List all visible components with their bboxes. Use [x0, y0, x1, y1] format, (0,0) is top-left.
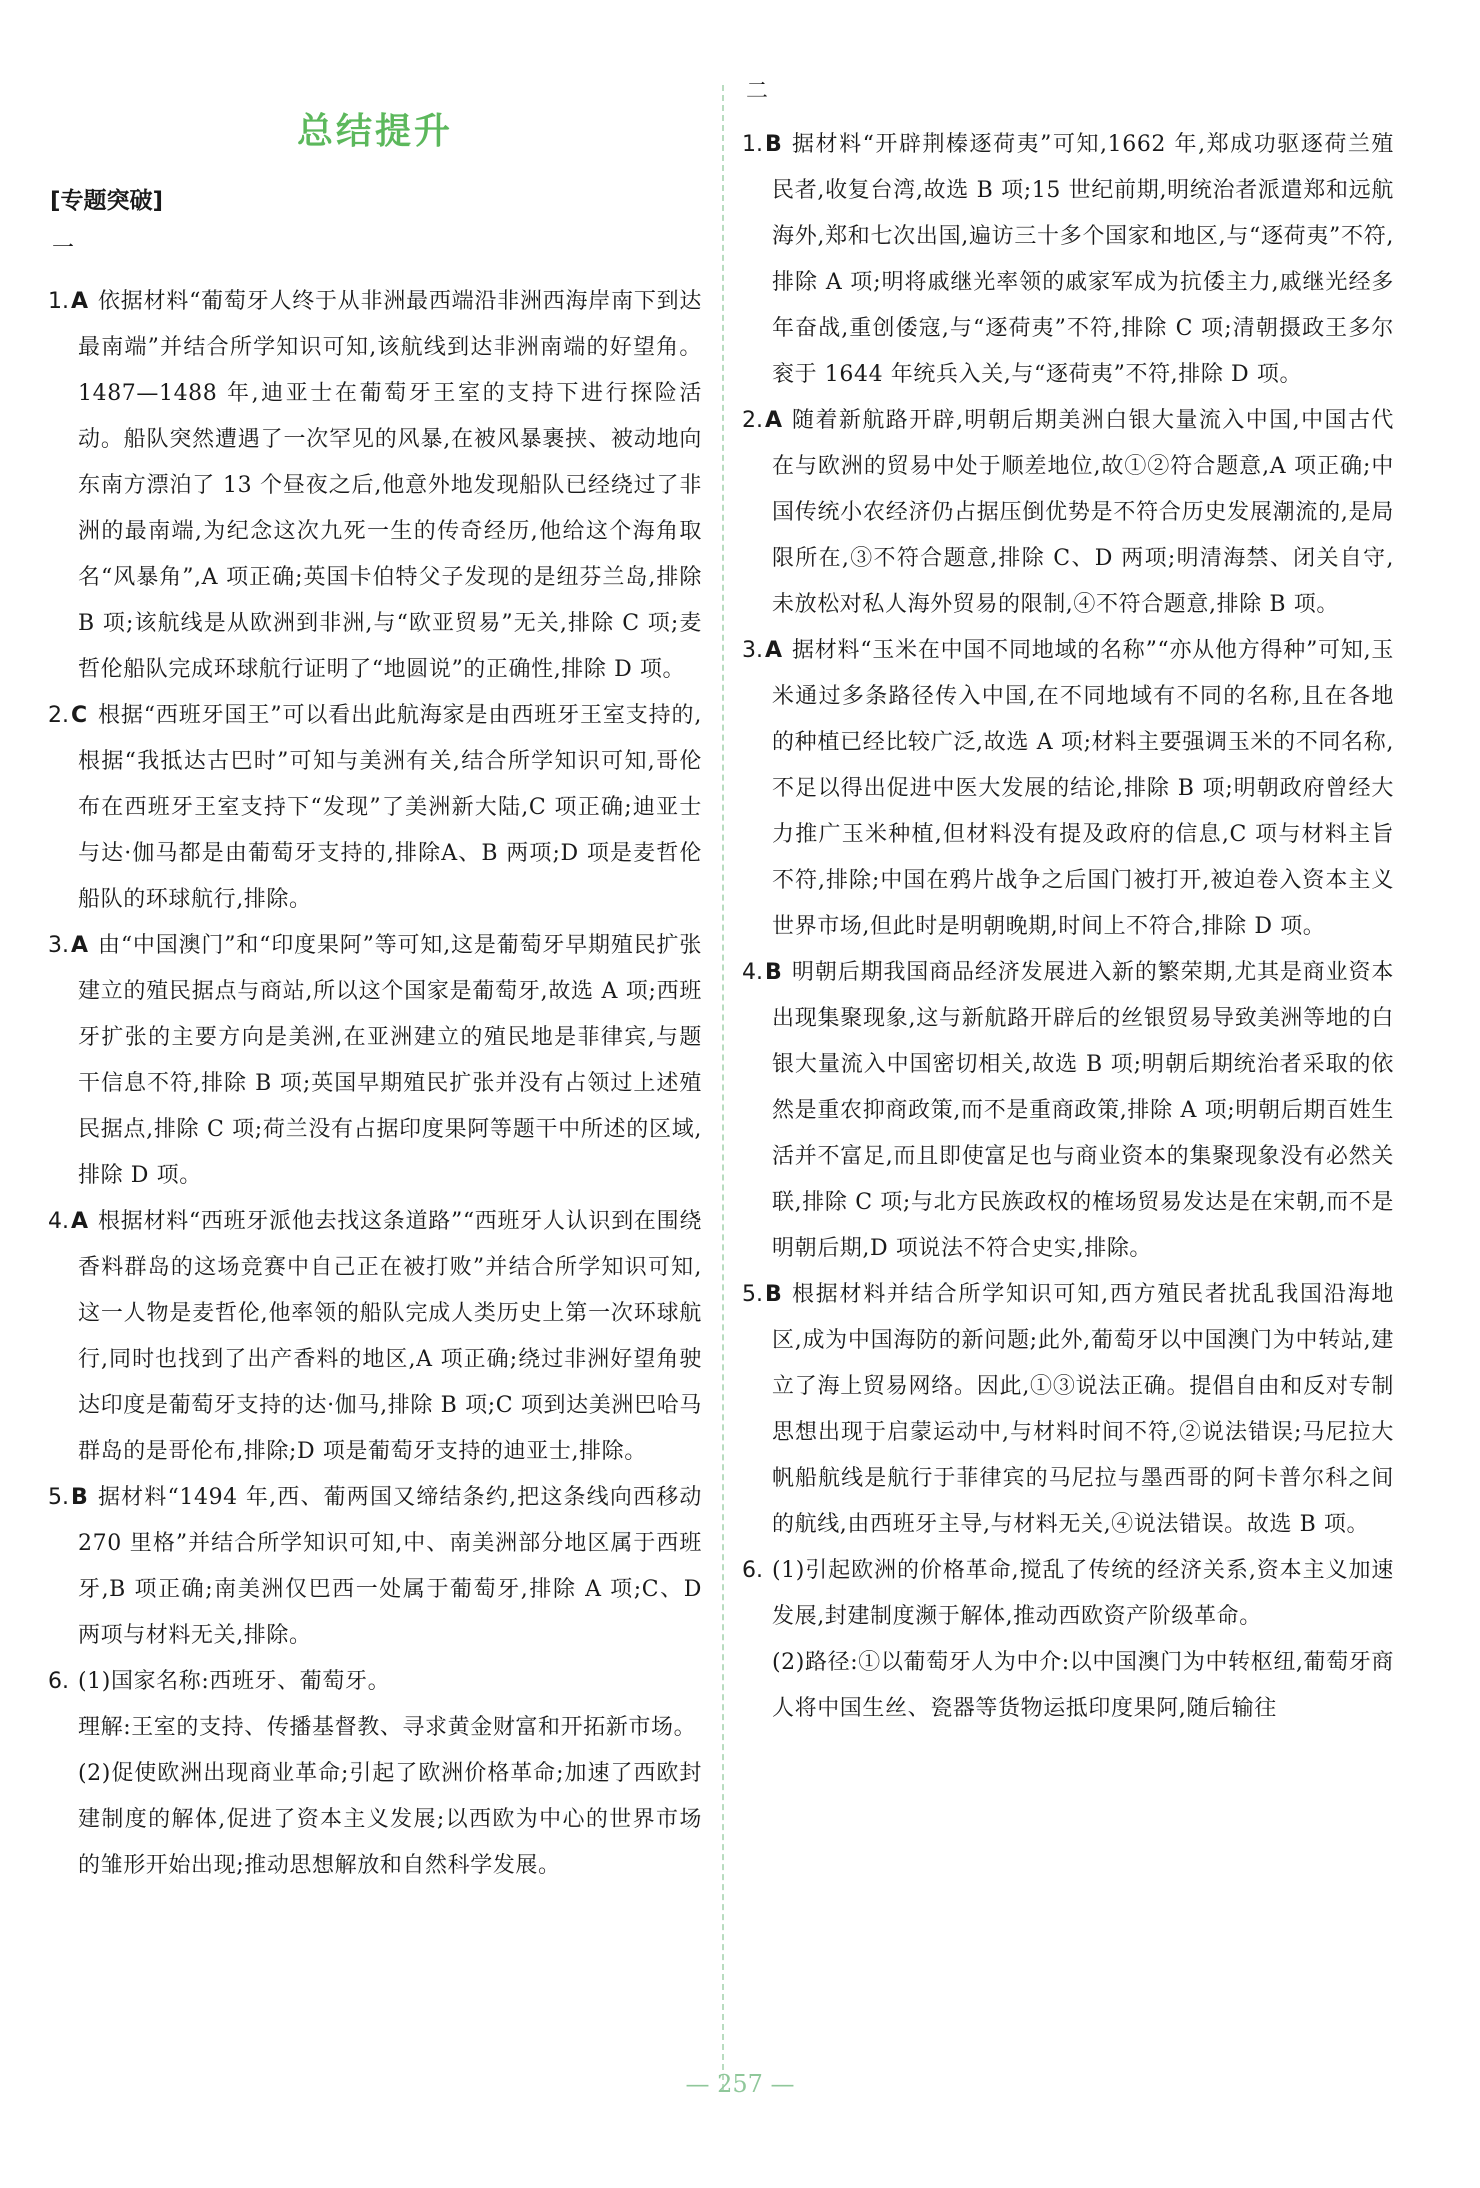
item-part-1: (1)国家名称:西班牙、葡萄牙。	[78, 1669, 391, 1694]
item-explanation: 据材料“1494 年,西、葡两国又缔结条约,把这条线向西移动 270 里格”并结合所学知识可知,中、南美洲部分地区属于西班牙,B 项正确;南美洲仅巴西一处属于葡萄牙,排除 A 项;C、D 两项与材料无关,排除。	[78, 1485, 702, 1648]
answer-item	[48, 279, 702, 693]
item-explanation: 据材料“玉米在中国不同地域的名称”“亦从他方得种”可知,玉米通过多条路径传入中国,在不同地域有不同的名称,且在各地的种植已经比较广泛,故选 A 项;材料主要强调玉米的不同名称,不足以得出促进中医大发展的结论,排除 B 项;明朝政府曾经大力推广玉米种植,但材料没有提及政府的信息,C 项与材料主旨不符,排除;中国在鸦片战争之后国门被打开,被迫卷入资本主义世界市场,但此时是明朝晚期,时间上不符合,排除 D 项。	[772, 638, 1394, 939]
item-number: 6.	[48, 1669, 69, 1694]
item-number: 2.A	[742, 408, 783, 433]
section-tag: [专题突破]	[50, 188, 164, 214]
answer-item	[48, 923, 702, 1199]
part-label-two: 二	[746, 79, 769, 104]
item-number: 5.B	[48, 1485, 88, 1510]
left-column	[48, 80, 702, 1889]
item-part-1: (1)引起欧洲的价格革命,搅乱了传统的经济关系,资本主义加速发展,封建制度濒于解体,推动西欧资产阶级革命。	[772, 1558, 1394, 1629]
answer-item	[742, 398, 1394, 628]
item-number: 4.A	[48, 1209, 89, 1234]
item-number: 3.A	[48, 933, 89, 958]
answer-item-six	[48, 1659, 702, 1889]
item-number: 5.B	[742, 1282, 782, 1307]
page-title: 总结提升	[296, 111, 453, 152]
item-explanation: 根据材料并结合所学知识可知,西方殖民者扰乱我国沿海地区,成为中国海防的新问题;此外,葡萄牙以中国澳门为中转站,建立了海上贸易网络。因此,①③说法正确。提倡自由和反对专制思想出现于启蒙运动中,与材料时间不符,②说法错误;马尼拉大帆船航线是航行于菲律宾的马尼拉与墨西哥的阿卡普尔科之间的航线,由西班牙主导,与材料无关,④说法错误。故选 B 项。	[772, 1282, 1394, 1537]
item-part-2: (2)路径:①以葡萄牙人为中介:以中国澳门为中转枢纽,葡萄牙商人将中国生丝、瓷器等货物运抵印度果阿,随后输往	[772, 1650, 1394, 1721]
item-number: 4.B	[742, 960, 782, 985]
answer-item	[48, 693, 702, 923]
answer-item	[742, 628, 1394, 950]
item-number: 3.A	[742, 638, 783, 663]
item-explanation: 据材料“开辟荆榛逐荷夷”可知,1662 年,郑成功驱逐荷兰殖民者,收复台湾,故选 B 项;15 世纪前期,明统治者派遣郑和远航海外,郑和七次出国,遍访三十多个国家和地区,与“逐荷夷”不符,排除 A 项;明将戚继光率领的戚家军成为抗倭主力,戚继光经多年奋战,重创倭寇,与“逐荷夷”不符,排除 C 项;清朝摄政王多尔衮于 1644 年统兵入关,与“逐荷夷”不符,排除 D 项。	[772, 132, 1394, 387]
item-number: 2.C	[48, 703, 88, 728]
page-number: — 257 —	[685, 2070, 795, 2098]
answer-item	[742, 950, 1394, 1272]
item-explanation: 根据材料“西班牙派他去找这条道路”“西班牙人认识到在围绕香料群岛的这场竞赛中自己正在被打败”并结合所学知识可知,这一人物是麦哲伦,他率领的船队完成人类历史上第一次环球航行,同时也找到了出产香料的地区,A 项正确;绕过非洲好望角驶达印度是葡萄牙支持的达·伽马,排除 B 项;C 项到达美洲巴哈马群岛的是哥伦布,排除;D 项是葡萄牙支持的迪亚士,排除。	[78, 1209, 702, 1464]
answer-item	[742, 122, 1394, 398]
answer-item	[48, 1475, 702, 1659]
right-column	[742, 80, 1394, 1732]
column-divider	[722, 85, 724, 2090]
item-explanation: 依据材料“葡萄牙人终于从非洲最西端沿非洲西海岸南下到达最南端”并结合所学知识可知,该航线到达非洲南端的好望角。1487—1488 年,迪亚士在葡萄牙王室的支持下进行探险活动。船队突然遭遇了一次罕见的风暴,在被风暴裹挟、被动地向东南方漂泊了 13 个昼夜之后,他意外地发现船队已经绕过了非洲的最南端,为纪念这次九死一生的传奇经历,他给这个海角取名“风暴角”,A 项正确;英国卡伯特父子发现的是纽芬兰岛,排除 B 项;该航线是从欧洲到非洲,与“欧亚贸易”无关,排除 C 项;麦哲伦船队完成环球航行证明了“地圆说”的正确性,排除 D 项。	[78, 289, 702, 682]
item-part-3: (2)促使欧洲出现商业革命;引起了欧洲价格革命;加速了西欧封建制度的解体,促进了资本主义发展;以西欧为中心的世界市场的雏形开始出现;推动思想解放和自然科学发展。	[78, 1761, 702, 1878]
item-number: 6.	[742, 1558, 763, 1583]
item-explanation: 随着新航路开辟,明朝后期美洲白银大量流入中国,中国古代在与欧洲的贸易中处于顺差地位,故①②符合题意,A 项正确;中国传统小农经济仍占据压倒优势是不符合历史发展潮流的,是局限所在,③不符合题意,排除 C、D 两项;明清海禁、闭关自守,未放松对私人海外贸易的限制,④不符合题意,排除 B 项。	[772, 408, 1394, 617]
item-number: 1.B	[742, 132, 782, 157]
item-part-2: 理解:王室的支持、传播基督教、寻求黄金财富和开拓新市场。	[78, 1715, 697, 1740]
answer-item-six	[742, 1548, 1394, 1732]
answer-item	[48, 1199, 702, 1475]
item-explanation: 根据“西班牙国王”可以看出此航海家是由西班牙王室支持的,根据“我抵达古巴时”可知与美洲有关,结合所学知识可知,哥伦布在西班牙王室支持下“发现”了美洲新大陆,C 项正确;迪亚士与达·伽马都是由葡萄牙支持的,排除A、B 两项;D 项是麦哲伦船队的环球航行,排除。	[78, 703, 702, 912]
part-label-one: 一	[52, 236, 75, 261]
answer-item	[742, 1272, 1394, 1548]
item-number: 1.A	[48, 289, 89, 314]
item-explanation: 由“中国澳门”和“印度果阿”等可知,这是葡萄牙早期殖民扩张建立的殖民据点与商站,所以这个国家是葡萄牙,故选 A 项;西班牙扩张的主要方向是美洲,在亚洲建立的殖民地是菲律宾,与题干信息不符,排除 B 项;英国早期殖民扩张并没有占领过上述殖民据点,排除 C 项;荷兰没有占据印度果阿等题干中所述的区域,排除 D 项。	[78, 933, 702, 1188]
item-explanation: 明朝后期我国商品经济发展进入新的繁荣期,尤其是商业资本出现集聚现象,这与新航路开辟后的丝银贸易导致美洲等地的白银大量流入中国密切相关,故选 B 项;明朝后期统治者采取的依然是重农抑商政策,而不是重商政策,排除 A 项;明朝后期百姓生活并不富足,而且即使富足也与商业资本的集聚现象没有必然关联,排除 C 项;与北方民族政权的榷场贸易发达是在宋朝,而不是明朝后期,D 项说法不符合史实,排除。	[772, 960, 1394, 1261]
